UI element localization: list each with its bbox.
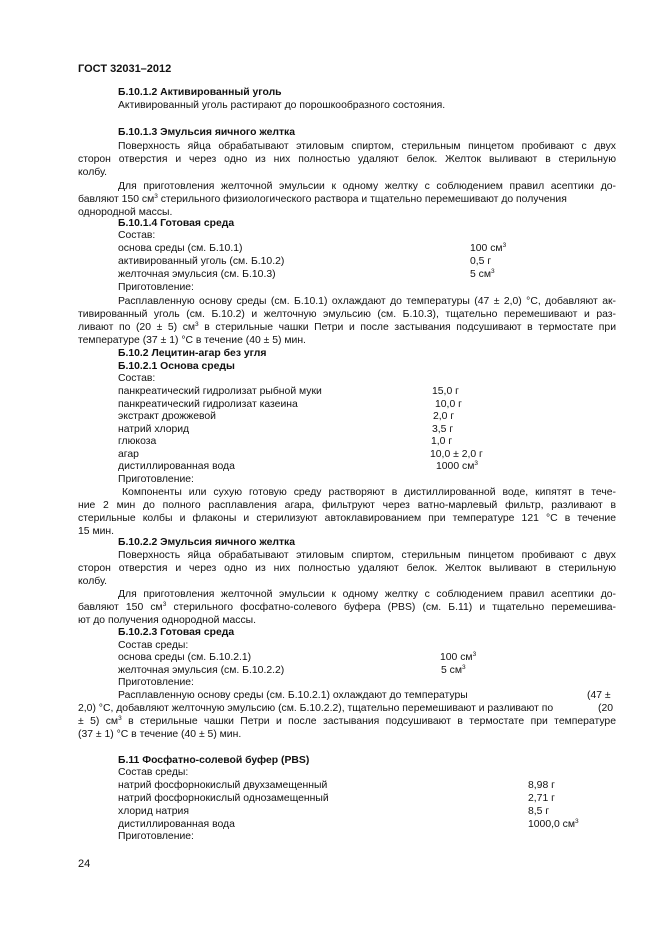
ingredient-value: 5 $см^3$ [441,664,466,676]
ingredient-value: 5 $см^3$ [470,268,495,280]
ingredient-value: 100 $см^3$ [440,651,477,663]
paragraph-line: Расплавленную основу среды (см. Б.10.2.1) охлаждают до температуры [118,690,468,701]
paragraph-line: сторон отверстия и через одно из них полностью удаляют белок. Желток выливают в стерильную [78,154,616,166]
ingredient-value: 2,0 г [433,411,455,422]
ingredient-value: 8,5 г [528,806,550,817]
ingredient-value: 3,5 г [432,424,454,435]
paragraph-line: Расплавленную основу среды (см. Б.10.1) охлаждают до температуры (47 ± 2,0) °С, добавляют ак- [118,296,616,307]
ingredient-name: желточная эмульсия (см. Б.10.2.2) [118,665,285,676]
paragraph [78,486,616,538]
paragraph-line: (37 ± 1) °С в течение (40 ± 5) мин. [78,729,242,741]
paragraph-line: ют до получения однородной массы. [78,615,257,627]
paragraph-line: бавляют 150 $см^3$ стерильного физиологического раствора и тщательно перемешивают до получения [78,193,567,206]
paragraph-line: стерильные колбы и флаконы и стерилизуют автоклавированием при температуре 121 °С в течение [78,513,616,525]
paragraph-line: Для приготовления желточной эмульсии к одному желтку с соблюдением правил асептики до- [118,589,616,600]
paragraph [78,180,616,219]
composition-label: Состав: [118,230,156,241]
composition-label: Состав среды: [118,767,189,778]
paragraph-line: Поверхность яйца обрабатывают этиловым спиртом, стерильным пинцетом пробивают с двух [118,550,616,561]
paragraph-line: Активированный уголь растирают до порошкообразного состояния. [118,100,446,111]
page-number: 24 [78,858,91,870]
section-heading: Б.10.1.3 Эмульсия яичного желтка [118,127,296,138]
ingredient-name: панкреатический гидролизат рыбной муки [118,386,322,397]
ingredient-name: панкреатический гидролизат казеина [118,399,298,410]
ingredient-value: 1,0 г [431,436,453,447]
ingredient-value: 15,0 г [432,386,459,397]
prep-label: Приготовление: [118,677,194,688]
prep-label: Приготовление: [118,474,194,485]
paragraph-line: однородной массы. [78,207,173,219]
paragraph-line: колбу. [78,167,108,179]
ingredient-name: дистиллированная вода [118,819,235,830]
ingredient-name: натрий хлорид [118,424,190,435]
paragraph [78,295,616,347]
ingredient-name: натрий фосфорнокислый однозамещенный [118,793,329,804]
paragraph [78,715,616,741]
paragraph [78,588,616,627]
paragraph-line: колбу. [78,576,108,588]
section-heading: Б.10.2.2 Эмульсия яичного желтка [118,537,296,548]
ingredient-value: 1000 $см^3$ [436,460,478,472]
paragraph-line: тивированный уголь (см. Б.10.2) и желточную эмульсию (см. Б.10.3), тщательно перемешивают и раз- [78,309,616,321]
paragraph-line: Компоненты или сухую готовую среду растворяют в дистиллированной воде, кипятят в тече- [122,487,616,498]
section-heading: Б.11 Фосфатно-солевой буфер (PBS) [118,755,310,766]
ingredient-name: основа среды (см. Б.10.2.1) [118,652,252,663]
document-id: ГОСТ 32031–2012 [78,63,172,75]
paragraph-line: бавляют 150 $см^3$ стерильного фосфатно-солевого буфера (PBS) (см. Б.11) и тщательно перемешива- [78,601,616,614]
ingredient-name: активированный уголь (см. Б.10.2) [118,256,285,267]
paragraph-line: температуре (37 ± 1) °С в течение (40 ± 5) мин. [78,335,306,347]
ingredient-value: 10,0 ± 2,0 г [430,449,483,460]
ingredient-name: желточная эмульсия (см. Б.10.3) [118,269,276,280]
paragraph-line: 2,0) °С, добавляют желточную эмульсию (см. Б.10.2.2), тщательно перемешивают и разливают по [78,703,554,714]
composition-label: Состав среды: [118,640,189,651]
paragraph-line-end: (47 ± [587,690,611,701]
ingredient-name: хлорид натрия [118,806,189,817]
ingredient-value: 100 $см^3$ [470,242,507,254]
ingredient-value: 0,5 г [470,256,492,267]
ingredient-value: 8,98 г [528,780,555,791]
ingredient-name: основа среды (см. Б.10.1) [118,243,243,254]
paragraph-line-end: (20 [598,703,614,714]
paragraph-line: ние 2 мин до полного расплавления агара, фильтруют через ватно-марлевый фильтр, разливают в [78,500,616,512]
section-heading: Б.10.2 Лецитин-агар без угля [118,348,267,359]
section-heading: Б.10.2.3 Готовая среда [118,627,235,638]
ingredient-name: экстракт дрожжевой [118,411,216,422]
paragraph-line: 15 мин. [78,526,115,538]
paragraph [78,549,616,588]
paragraph-line: ливают по (20 ± 5) $см^3$ в стерильные чашки Петри и после застывания подсушивают в термостате при [78,321,616,334]
ingredient-name: натрий фосфорнокислый двухзамещенный [118,780,328,791]
subsection-heading: Б.10.2.1 Основа среды [118,361,235,372]
ingredient-value: 1000,0 $см^3$ [528,818,579,830]
section-heading: Б.10.1.4 Готовая среда [118,218,235,229]
paragraph-line: ± 5) $см^3$ в стерильные чашки Петри и после застывания подсушивают в термостате при температуре [78,715,616,727]
ingredient-value: 2,71 г [528,793,555,804]
paragraph-line: сторон отверстия и через одно из них полностью удаляют белок. Желток выливают в стерильную [78,563,616,575]
paragraph-line: Для приготовления желточной эмульсии к одному желтку с соблюдением правил асептики до- [118,181,616,192]
ingredient-name: агар [118,449,139,460]
ingredient-name: дистиллированная вода [118,461,235,472]
ingredient-name: глюкоза [118,436,157,447]
ingredient-value: 10,0 г [435,399,462,410]
prep-label: Приготовление: [118,282,194,293]
section-heading: Б.10.1.2 Активированный уголь [118,87,282,98]
paragraph [78,140,616,179]
prep-label: Приготовление: [118,831,194,842]
composition-label: Состав: [118,373,156,384]
paragraph-line: Поверхность яйца обрабатывают этиловым спиртом, стерильным пинцетом пробивают с двух [118,141,616,152]
